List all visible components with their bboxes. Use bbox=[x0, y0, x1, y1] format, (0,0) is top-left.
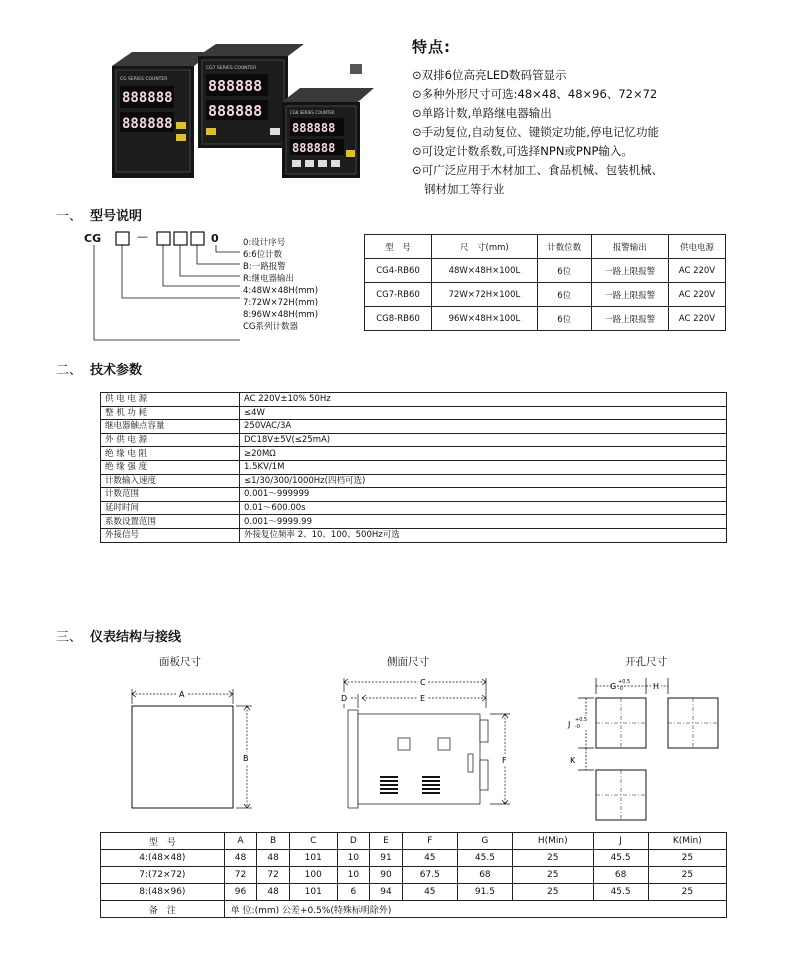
table-row bbox=[101, 393, 727, 407]
table-cell: CG7-RB60 bbox=[365, 283, 432, 307]
table-cell: 8:(48×96) bbox=[101, 884, 225, 901]
table-cell: 91.5 bbox=[457, 884, 512, 901]
table-cell: 25 bbox=[512, 884, 593, 901]
spec-key: 绝 缘 电 阻 bbox=[101, 447, 240, 461]
table-row bbox=[101, 460, 727, 474]
section1-title: 型号说明 bbox=[90, 209, 143, 224]
model-code-legend bbox=[243, 237, 318, 333]
model-code-suffix: 0 bbox=[211, 232, 219, 245]
dim-label-d: D bbox=[341, 694, 348, 703]
digits-top-1: 888888 bbox=[122, 90, 173, 106]
legend-item: R:继电器输出 bbox=[243, 274, 295, 284]
model-code-diagram bbox=[80, 228, 250, 343]
table-row bbox=[101, 420, 727, 434]
table-cell: 48W×48H×100L bbox=[432, 259, 538, 283]
series-text-1: CG SERIES COUNTER bbox=[120, 77, 168, 82]
table-cell: 45.5 bbox=[593, 850, 648, 867]
table-header: F bbox=[402, 833, 457, 850]
spec-value: ≤1/30/300/1000Hz(四档可选) bbox=[240, 474, 727, 488]
table-cell: 48 bbox=[224, 850, 257, 867]
table-cell: 6位 bbox=[537, 259, 591, 283]
feature-item: ⊙可设定计数系数,可选择NPN或PNP输入。 bbox=[412, 144, 633, 158]
tolerance-plus: +0.5 bbox=[618, 679, 631, 685]
section2-heading bbox=[56, 359, 142, 378]
spec-value: 0.001～9999.99 bbox=[240, 515, 727, 529]
spec-value: AC 220V±10% 50Hz bbox=[240, 393, 727, 407]
table-cell: 10 bbox=[337, 867, 370, 884]
table-header: E bbox=[370, 833, 403, 850]
spec-value: 0.01～600.00s bbox=[240, 501, 727, 515]
table-row bbox=[101, 474, 727, 488]
section3-heading bbox=[56, 626, 181, 645]
feature-item: 钢材加工等行业 bbox=[424, 182, 505, 196]
table-row-note bbox=[101, 901, 727, 918]
spec-key: 供 电 电 源 bbox=[101, 393, 240, 407]
dim-label-g: G bbox=[610, 682, 617, 691]
table-header: G bbox=[457, 833, 512, 850]
table-cell: 48 bbox=[257, 884, 290, 901]
table-row bbox=[101, 406, 727, 420]
spec-value: DC18V±5V(≤25mA) bbox=[240, 433, 727, 447]
feature-item: ⊙单路计数,单路继电器输出 bbox=[412, 106, 552, 120]
table-cell: CG8-RB60 bbox=[365, 307, 432, 331]
dim-label-h: H bbox=[653, 682, 660, 691]
legend-item: CG系列计数器 bbox=[243, 322, 299, 332]
spec-key: 系数设置范围 bbox=[101, 515, 240, 529]
table-cell: 6位 bbox=[537, 283, 591, 307]
table-cell: 101 bbox=[289, 884, 337, 901]
table-cell: AC 220V bbox=[668, 259, 725, 283]
dim-label-b: B bbox=[243, 754, 249, 763]
table-cell: 一路上限报警 bbox=[591, 307, 668, 331]
spec-value: 0.001～999999 bbox=[240, 488, 727, 502]
table-cell: 48 bbox=[257, 850, 290, 867]
table-row bbox=[101, 488, 727, 502]
section1-heading bbox=[56, 205, 142, 224]
table-cell: 72W×72H×100L bbox=[432, 283, 538, 307]
table-cell: 94 bbox=[370, 884, 403, 901]
table-cell: 90 bbox=[370, 867, 403, 884]
model-code-dash: — bbox=[137, 230, 148, 243]
dim-label-f: F bbox=[502, 756, 507, 765]
spec-value: 250VAC/3A bbox=[240, 420, 727, 434]
table-header: C bbox=[289, 833, 337, 850]
table-cell: 45 bbox=[402, 884, 457, 901]
table-cell: 25 bbox=[648, 867, 726, 884]
features-list bbox=[412, 66, 663, 199]
table-header: B bbox=[257, 833, 290, 850]
tolerance-plus-j: +0.5 bbox=[575, 717, 588, 723]
section3-title: 仪表结构与接线 bbox=[90, 630, 182, 645]
note-text: 单 位:(mm) 公差+0.5%(特殊标明除外) bbox=[224, 901, 726, 918]
side-size-title: 侧面尺寸 bbox=[387, 656, 429, 668]
table-cell: AC 220V bbox=[668, 307, 725, 331]
spec-value: ≥20MΩ bbox=[240, 447, 727, 461]
tolerance-zero: -0 bbox=[618, 686, 623, 692]
section1-number: 一、 bbox=[56, 209, 83, 224]
spec-key: 计数范围 bbox=[101, 488, 240, 502]
panel-size-drawing bbox=[120, 684, 270, 814]
table-header: 计数位数 bbox=[537, 235, 591, 259]
table-row bbox=[365, 283, 726, 307]
table-cell: 45 bbox=[402, 850, 457, 867]
spec-key: 延时时间 bbox=[101, 501, 240, 515]
panel-size-title: 面板尺寸 bbox=[159, 656, 201, 668]
model-table bbox=[364, 234, 726, 331]
legend-item: 0:设计序号 bbox=[243, 238, 286, 248]
spec-key: 继电器触点容量 bbox=[101, 420, 240, 434]
table-cell: 72 bbox=[224, 867, 257, 884]
table-header: D bbox=[337, 833, 370, 850]
table-cell: 45.5 bbox=[593, 884, 648, 901]
spec-value: 1.5KV/1M bbox=[240, 460, 727, 474]
table-cell: 96W×48H×100L bbox=[432, 307, 538, 331]
table-cell: 100 bbox=[289, 867, 337, 884]
table-cell: 6 bbox=[337, 884, 370, 901]
legend-item: 8:96W×48H(mm) bbox=[243, 310, 319, 320]
dim-label-a: A bbox=[179, 690, 185, 699]
digits-bottom-1: 888888 bbox=[122, 116, 173, 132]
table-cell: 72 bbox=[257, 867, 290, 884]
table-cell: 10 bbox=[337, 850, 370, 867]
table-row bbox=[101, 447, 727, 461]
product-image bbox=[102, 44, 384, 178]
digits-bottom-3: 888888 bbox=[292, 141, 336, 155]
dim-label-e: E bbox=[420, 694, 426, 703]
cutout-size-drawing bbox=[560, 674, 740, 824]
table-header: 报警输出 bbox=[591, 235, 668, 259]
legend-item: 4:48W×48H(mm) bbox=[243, 286, 319, 296]
table-row bbox=[365, 307, 726, 331]
table-header: H(Min) bbox=[512, 833, 593, 850]
table-cell: 101 bbox=[289, 850, 337, 867]
digits-bottom-2: 888888 bbox=[208, 102, 263, 120]
model-code-prefix: CG bbox=[84, 232, 102, 245]
side-size-drawing bbox=[340, 670, 525, 820]
legend-item: B:一路报警 bbox=[243, 262, 286, 272]
table-row bbox=[101, 867, 727, 884]
table-cell: 25 bbox=[648, 850, 726, 867]
spec-value: 外接复位频率 2、10、100、500Hz可选 bbox=[240, 528, 727, 542]
spec-key: 整 机 功 耗 bbox=[101, 406, 240, 420]
table-row bbox=[101, 884, 727, 901]
table-header: 型 号 bbox=[101, 833, 225, 850]
dimension-table bbox=[100, 832, 727, 918]
table-cell: 68 bbox=[593, 867, 648, 884]
table-cell: 4:(48×48) bbox=[101, 850, 225, 867]
table-cell: CG4-RB60 bbox=[365, 259, 432, 283]
cutout-size-title: 开孔尺寸 bbox=[625, 656, 667, 668]
spec-key: 计数输入速度 bbox=[101, 474, 240, 488]
spec-value: ≤4W bbox=[240, 406, 727, 420]
table-cell: 68 bbox=[457, 867, 512, 884]
table-header: A bbox=[224, 833, 257, 850]
feature-item: ⊙可广泛应用于木材加工、食品机械、包装机械、 bbox=[412, 163, 664, 177]
dim-label-j: J bbox=[568, 720, 571, 729]
table-cell: 7:(72×72) bbox=[101, 867, 225, 884]
table-header-row bbox=[365, 235, 726, 259]
table-header: 供电电源 bbox=[668, 235, 725, 259]
section2-number: 二、 bbox=[56, 363, 83, 378]
tolerance-zero-j: -0 bbox=[575, 724, 580, 730]
table-cell: 25 bbox=[648, 884, 726, 901]
table-header: J bbox=[593, 833, 648, 850]
table-header: 型 号 bbox=[365, 235, 432, 259]
feature-item: ⊙手动复位,自动复位、键锁定功能,停电记忆功能 bbox=[412, 125, 659, 139]
table-row bbox=[365, 259, 726, 283]
spec-key: 外 供 电 源 bbox=[101, 433, 240, 447]
table-row bbox=[101, 515, 727, 529]
table-row bbox=[101, 850, 727, 867]
tech-spec-table bbox=[100, 392, 727, 543]
digits-top-3: 888888 bbox=[292, 121, 336, 135]
feature-item: ⊙双排6位高亮LED数码管显示 bbox=[412, 68, 567, 82]
table-cell: AC 220V bbox=[668, 283, 725, 307]
series-text-2: CG7 SERIES COUNTER bbox=[206, 66, 257, 71]
series-text-3: CG8 SERIES COUNTER bbox=[290, 110, 335, 115]
table-cell: 45.5 bbox=[457, 850, 512, 867]
section3-number: 三、 bbox=[56, 630, 83, 645]
table-header-row bbox=[101, 833, 727, 850]
table-row bbox=[101, 501, 727, 515]
dim-label-c: C bbox=[420, 678, 426, 687]
section2-title: 技术参数 bbox=[90, 363, 143, 378]
table-cell: 91 bbox=[370, 850, 403, 867]
table-cell: 25 bbox=[512, 867, 593, 884]
table-cell: 6位 bbox=[537, 307, 591, 331]
table-row bbox=[101, 433, 727, 447]
table-cell: 67.5 bbox=[402, 867, 457, 884]
table-cell: 一路上限报警 bbox=[591, 259, 668, 283]
legend-item: 6:6位计数 bbox=[243, 250, 283, 260]
legend-item: 7:72W×72H(mm) bbox=[243, 298, 319, 308]
table-cell: 一路上限报警 bbox=[591, 283, 668, 307]
table-cell: 96 bbox=[224, 884, 257, 901]
note-label: 备 注 bbox=[101, 901, 225, 918]
spec-key: 外接信号 bbox=[101, 528, 240, 542]
features-title: 特点: bbox=[412, 38, 451, 56]
table-header: 尺 寸(mm) bbox=[432, 235, 538, 259]
dim-label-k: K bbox=[570, 756, 576, 765]
table-cell: 25 bbox=[512, 850, 593, 867]
feature-item: ⊙多种外形尺寸可选:48×48、48×96、72×72 bbox=[412, 87, 658, 101]
table-row bbox=[101, 528, 727, 542]
spec-key: 绝 缘 强 度 bbox=[101, 460, 240, 474]
table-header: K(Min) bbox=[648, 833, 726, 850]
digits-top-2: 888888 bbox=[208, 77, 263, 95]
